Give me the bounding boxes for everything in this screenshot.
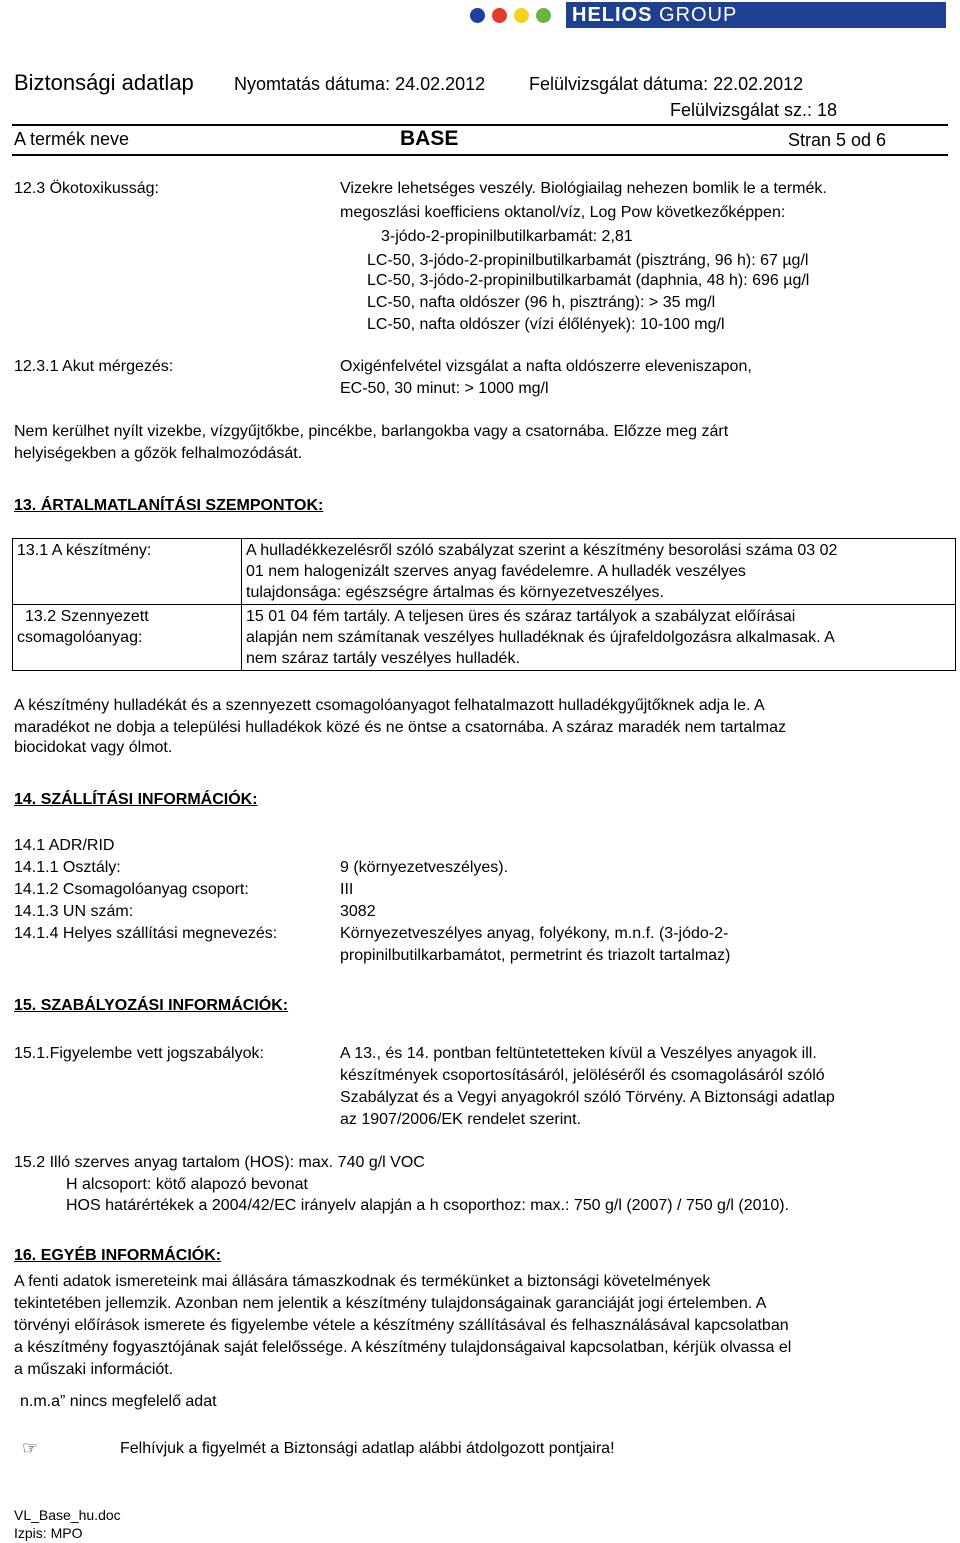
transport-value: Környezetveszélyes anyag, folyékony, m.n.f. (3-jódo-2- [340,925,729,942]
transport-label: 14.1.1 Osztály: [14,859,121,876]
product-label: A termék neve [14,129,130,149]
transport-value: III [340,881,354,898]
table-cell [13,539,242,605]
logo-dot-red [492,8,507,23]
warning-line: Nem kerülhet nyílt vizekbe, vízgyűjtőkbe, pincékbe, barlangokba vagy a csatornába. Előzze meg zárt [14,423,729,440]
section-15-heading: 15. SZABÁLYOZÁSI INFORMÁCIÓK: [14,997,289,1014]
section-12-3-label: 12.3 Ökotoxikusság: [14,180,159,197]
ecotox-line: Vizekre lehetséges veszély. Biológiailag nehezen bomlik le a termék. [340,180,827,197]
table-cell [242,605,956,671]
disposal-table [12,538,956,671]
voc-line: H alcsoport: kötő alapozó bevonat [66,1176,308,1193]
disposal-row1-line: 01 nem halogenizált szerves anyag favédelemre. A hulladék veszélyes [246,563,746,580]
revision-notice: Felhívjuk a figyelmét a Biztonsági adatlap alábbi átdolgozott pontjaira! [120,1440,615,1457]
transport-label: 14.1.4 Helyes szállítási megnevezés: [14,925,278,942]
nma-note: n.m.a” nincs megfelelő adat [20,1393,217,1410]
print-date: Nyomtatás dátuma: 24.02.2012 [234,74,486,94]
ecotox-line: LC-50, 3-jódo-2-propinilbutilkarbamát (pisztráng, 96 h): 67 µg/l [367,252,809,269]
transport-value: 3082 [340,903,376,920]
section-16-heading: 16. EGYÉB INFORMÁCIÓK: [14,1247,222,1264]
disposal-para-line: biocidokat vagy ólmot. [14,739,173,756]
regulations-label: 15.1.Figyelembe vett jogszabályok: [14,1045,264,1062]
ecotox-line: LC-50, 3-jódo-2-propinilbutilkarbamát (daphnia, 48 h): 696 µg/l [367,272,810,289]
other-info-line: a műszaki információt. [14,1361,174,1378]
table-cell [13,605,242,671]
acute-line: EC-50, 30 minut: > 1000 mg/l [340,380,549,397]
product-name: BASE [400,127,459,150]
logo-dot-green [536,8,551,23]
disposal-row2-line: 15 01 04 fém tartály. A teljesen üres és száraz tartályok a szabályzat előírásai [246,608,796,625]
voc-line: 15.2 Illó szerves anyag tartalom (HOS): max. 740 g/l VOC [14,1154,425,1171]
other-info-line: törvényi előírások ismerete és figyelembe vétele a készítmény szállításával és felhasználásával kapcsolatban [14,1317,789,1334]
header-rule-top [12,124,948,126]
ecotox-line: megoszlási koefficiens oktanol/víz, Log Pow következőképpen: [340,204,786,221]
section-13-heading: 13. ÁRTALMATLANÍTÁSI SZEMPONTOK: [14,497,324,514]
page-number: Stran 5 od 6 [788,130,887,150]
table-cell [242,539,956,605]
table-row [13,605,956,671]
logo-dot-blue [470,8,485,23]
disposal-para-line: A készítmény hulladékát és a szennyezett csomagolóanyagot felhatalmazott hulladékgyűjtőknek adja le. A [14,697,765,714]
other-info-line: tekintetében jellemzik. Azonban nem jelentik a készítmény tulajdonságainak garanciáját jogi értelemben. A [14,1295,767,1312]
transport-value: 9 (környezetveszélyes). [340,859,509,876]
logo-wordmark: HELIOS GROUP [566,2,946,28]
other-info-line: a készítmény fogyasztójának saját felelőssége. A készítmény tulajdonságaival kapcsolatban, kérjük olvassa el [14,1339,792,1356]
ecotox-line: LC-50, nafta oldószer (vízi élőlények): 10-100 mg/l [367,316,725,333]
transport-label: 14.1.2 Csomagolóanyag csoport: [14,881,249,898]
transport-value-cont: propinilbutilkarbamátot, permetrint és triazolt tartalmaz) [340,947,731,964]
pointing-hand-icon: ☞ [22,1438,39,1458]
disposal-row2-label: csomagolóanyag: [17,629,143,646]
acute-line: Oxigénfelvétel vizsgálat a nafta oldószerre eleveniszapon, [340,358,752,375]
other-info-line: A fenti adatok ismereteink mai állására támaszkodnak és termékünket a biztonsági követelmények [14,1273,711,1290]
table-row [13,539,956,605]
section-12-3-1-label: 12.3.1 Akut mérgezés: [14,358,174,375]
review-number: Felülvizsgálat sz.: 18 [670,100,838,120]
regulations-line: A 13., és 14. pontban feltüntetetteken kívül a Veszélyes anyagok ill. [340,1045,817,1062]
logo-dot-yellow [514,8,529,23]
disposal-row2-line: alapján nem számítanak veszélyes hulladéknak és újrafeldolgozásra alkalmasak. A [246,629,835,646]
doc-title: Biztonsági adatlap [14,70,194,95]
disposal-row2-line: nem száraz tartály veszélyes hulladék. [246,650,520,667]
footer-file: VL_Base_hu.doc [14,1507,121,1523]
warning-line: helyiségekben a gőzök felhalmozódását. [14,445,303,462]
transport-label: 14.1.3 UN szám: [14,903,134,920]
review-date: Felülvizsgálat dátuma: 22.02.2012 [529,74,804,94]
disposal-row1-line: tulajdonsága: egészségre ártalmas és környezetveszélyes. [246,584,664,601]
header-rule-bottom [12,154,948,156]
ecotox-line: 3-jódo-2-propinilbutilkarbamát: 2,81 [381,228,633,245]
ecotox-line: LC-50, nafta oldószer (96 h, pisztráng): > 35 mg/l [367,294,716,311]
disposal-row1-label: 13.1 A készítmény: [17,542,152,559]
adr-rid: 14.1 ADR/RID [14,837,115,854]
footer-author: Izpis: MPO [14,1525,83,1541]
regulations-line: készítmények csoportosításáról, jelöléséről és csomagolásáról szóló [340,1067,825,1084]
voc-line: HOS határértékek a 2004/42/EC irányelv alapján a h csoporthoz: max.: 750 g/l (2007) / 750 g/l (2010). [66,1197,790,1214]
disposal-row2-label: 13.2 Szennyezett [25,608,149,625]
disposal-row1-line: A hulladékkezelésről szóló szabályzat szerint a készítmény besorolási száma 03 02 [246,542,838,559]
regulations-line: Szabályzat és a Vegyi anyagokról szóló Törvény. A Biztonsági adatlap [340,1089,835,1106]
section-14-heading: 14. SZÁLLÍTÁSI INFORMÁCIÓK: [14,791,258,808]
disposal-para-line: maradékot ne dobja a települési hulladékok közé és ne öntse a csatornába. A száraz maradék nem tartalmaz [14,719,787,736]
regulations-line: az 1907/2006/EK rendelet szerint. [340,1111,582,1128]
